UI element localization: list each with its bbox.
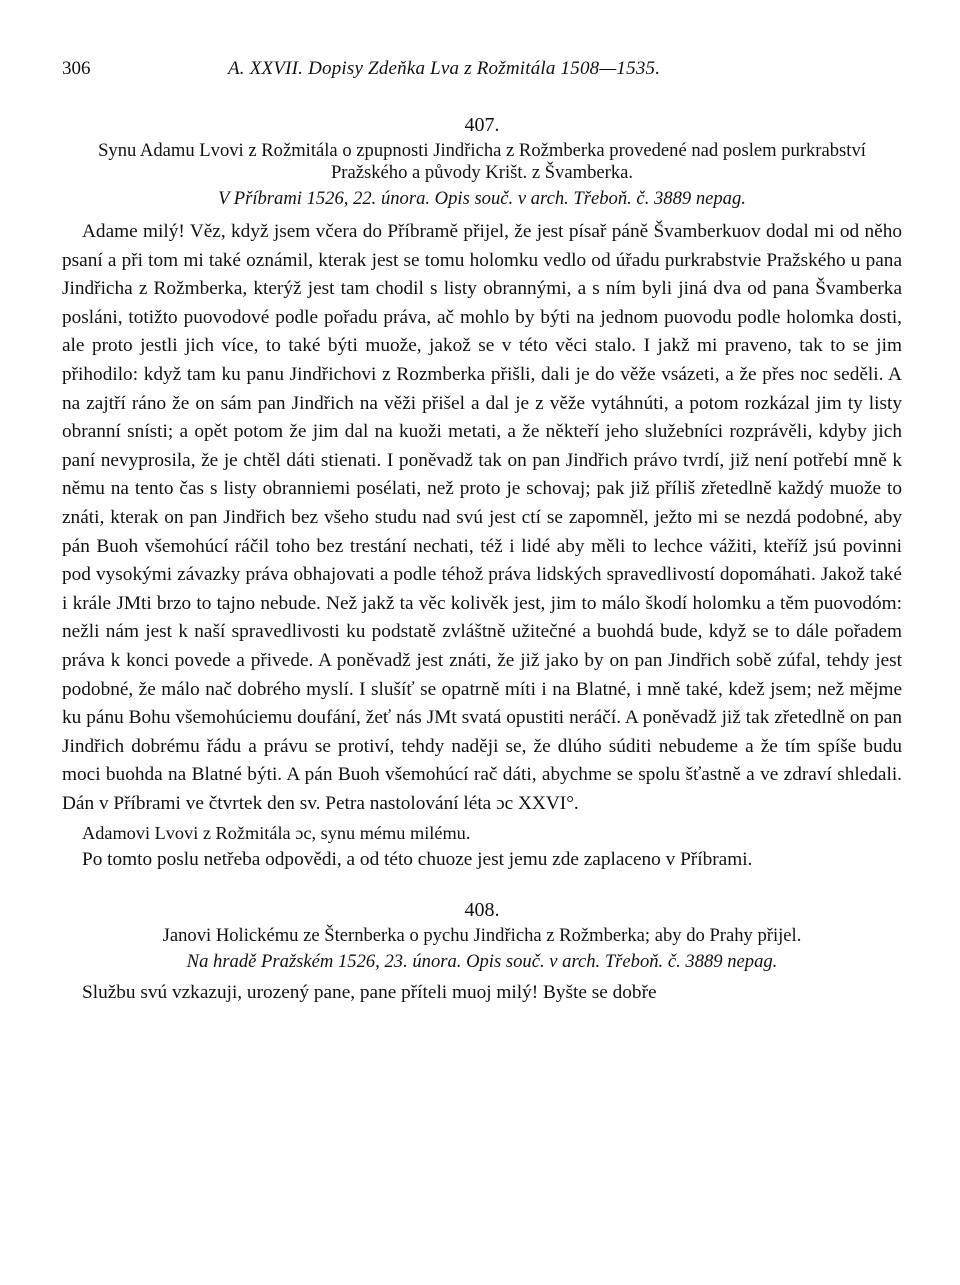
letter-dating: V Příbrami 1526, 22. února. Opis souč. v arch. Třeboň. č. 3889 nepag. — [218, 188, 746, 209]
letter-regest: Janovi Holickému ze Šternberka o pychu Jindřicha z Rožmberka; aby do Prahy přijel. — [162, 925, 802, 947]
document-page — [62, 58, 902, 1008]
running-head — [62, 58, 902, 92]
letter-note: Po tomto poslu netřeba odpovědi, a od této chuoze jest jemu zde zaplaceno v Příbrami. — [82, 849, 753, 871]
letter-number: 407. — [464, 114, 500, 136]
letter-addressee: Adamovi Lvovi z Rožmitála ɔc, synu mému milému. — [82, 823, 471, 844]
page-number: 306 — [62, 58, 91, 79]
letter-dating: Na hradě Pražském 1526, 23. února. Opis souč. v arch. Třeboň. č. 3889 nepag. — [186, 951, 778, 973]
letter-regest: Synu Adamu Lvovi z Rožmitála o zpupnosti Jindřicha z Rožmberka provedené nad poslem purkrabství Pražského a původy Krišt. z Švamberka. — [98, 140, 866, 183]
letter-body: Službu svú vzkazuji, urozený pane, pane příteli muoj milý! Byšte se dobře — [82, 982, 657, 1004]
letter-number: 408. — [464, 899, 500, 922]
letter-body: Adame milý! Věz, když jsem včera do Příbramě přijel, že jest písař páně Švamberkuov dodal mi od něho psaní a při tom mi také oznámil, kterak jest se tomu holomku vedlo od úřadu purkrabstvie Pražského u pana Jindřicha z Rožmberka, kterýž jest tam chodil s listy obrannými, a s ním byli jiná dva od pana Švamberka posláni, totižto puovodové podle pořadu práva, ač mohlo by býti na jednom puovodu podle holomka dosti, ale proto jestli jich více, to také býti muože, jakož se v této věci stalo. I jakž mi praveno, tak to se jim přihodilo: když tam ku panu Jindřichovi z Rozmberka přišli, dali je do věže vsázeti, a že přes noc seděli. A na zajtří ráno že on sám pan Jindřich na věži přišel a dal je z věže vytáhnúti, a potom rozkázal jim ty listy obranní snísti; a opět potom že jim dal na kuoži metati, a že někteří jeho služebníci rozprávěli, kdyby jich paní nevyprosila, že je chtěl dáti stienati. I poněvadž tak on pan Jindřich právo tvrdí, již není potřebí mně k němu na tento čas s listy obranniemi posélati, než proto je schovaj; pak již příliš zřetedlně každý muože to znáti, kterak on pan Jindřich bez všeho studu nad svú jest ctí se zapomněl, ježto mi se nezdá podobné, aby pán Buoh všemohúcí ráčil toho bez trestání nechati, též i lidé aby měli to lechce vážiti, kteříž jsú povinni pod vysokými závazky práva obhajovati a podle téhož práva lidských spravedlivostí dopomáhati. Jakož také i krále JMti brzo to tajno nebude. Než jakž ta věc kolivěk jest, jim to málo škodí holomku a těm puovodóm: nežli nám jest k naší spravedlivosti ku podstatě zvláštně užitečné a buohdá bude, když se to dále pořadem práva k konci povede a přivede. A poněvadž jest znáti, že již jako by on pan Jindřich sobě zúfal, tehdy jest podobné, že málo nač dobrého myslí. I slušíť se opatrně míti i na Blatné, i mně také, kdež jsem; než mějme ku pánu Bohu všemohúciemu doufání, žeť nás JMt svatá opustiti neráčí. A poněvadž již tak zřetedlně on pan Jindřich dobrému řádu a právu se protiví, tehdy naději se, že dlúho súditi nebudeme a že tím spíše budu moci buohda na Blatné býti. A pán Buoh všemohúcí rač dáti, abychme se spolu šťastně a ve zdraví shledali. Dán v Příbrami ve čtvrtek den sv. Petra nastolování léta ɔc XXVI°. — [62, 221, 902, 814]
running-head-title: A. XXVII. Dopisy Zdeňka Lva z Rožmitála 1508—1535. — [228, 58, 661, 79]
